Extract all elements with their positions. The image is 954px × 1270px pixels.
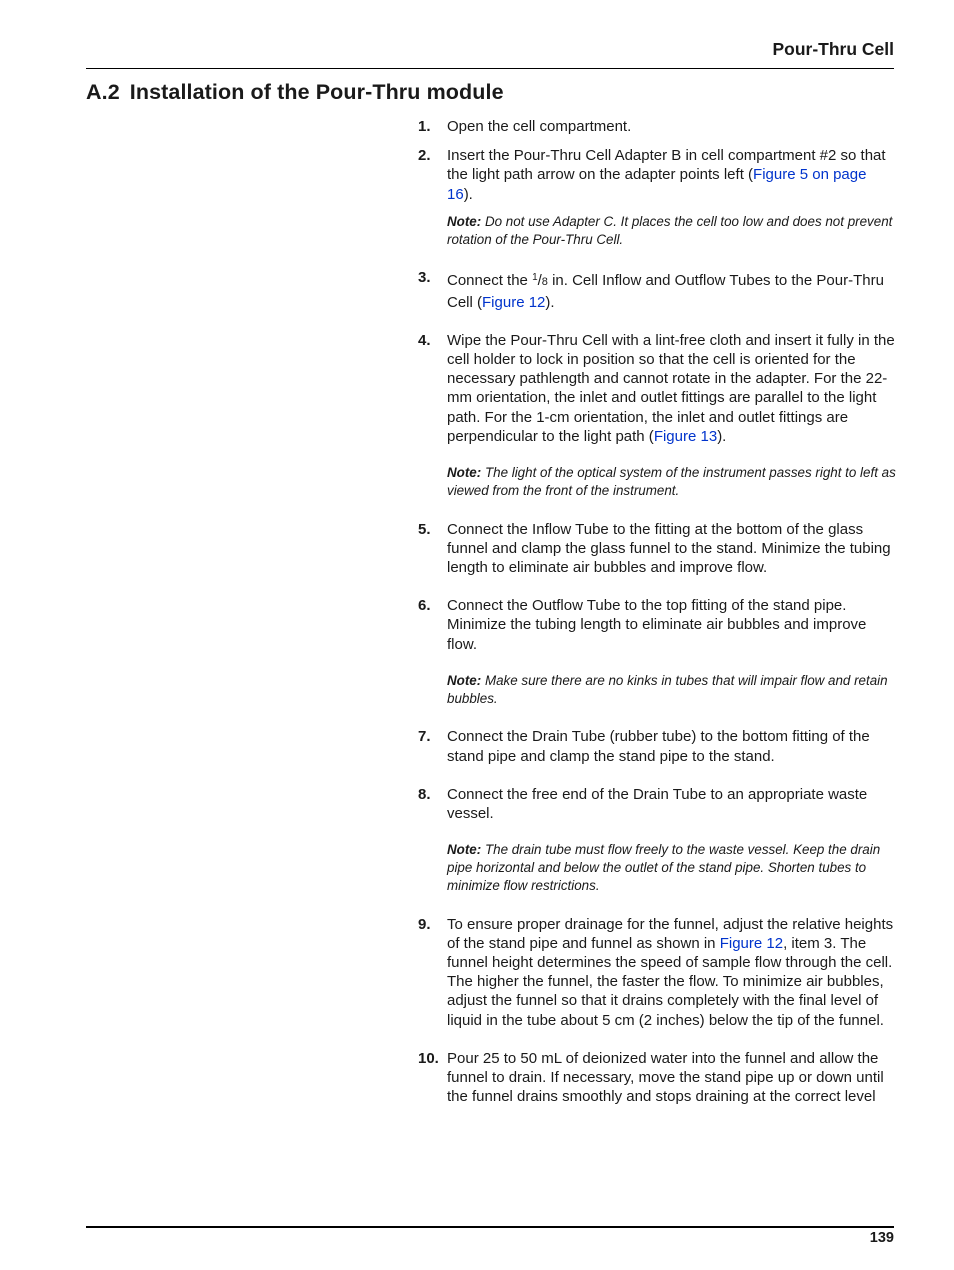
- note-text: The drain tube must flow freely to the waste vessel. Keep the drain pipe horizontal and below the outlet of the stand pipe. Shorten tubes to minimize flow restrictions.: [447, 842, 881, 893]
- step-text: Connect the Outflow Tube to the top fitting of the stand pipe. Minimize the tubing length to eliminate air bubbles and improve flow.: [447, 597, 867, 653]
- step-1: [418, 117, 896, 136]
- installation-steps: [418, 117, 896, 1106]
- note-label: Note:: [447, 465, 482, 481]
- section-title-text: Installation of the Pour-Thru module: [129, 80, 504, 104]
- note-label: Note:: [447, 842, 482, 858]
- note-text: Make sure there are no kinks in tubes that will impair flow and retain bubbles.: [447, 672, 888, 706]
- note-label: Note:: [447, 672, 482, 688]
- step-10: [418, 1049, 896, 1107]
- running-header: [86, 38, 894, 69]
- step-9: [418, 915, 896, 1030]
- step-7: [418, 727, 896, 765]
- figure-12-link[interactable]: Figure 12: [719, 934, 784, 952]
- step-text: Connect the free end of the Drain Tube to an appropriate waste vessel.: [447, 785, 868, 823]
- note-text: Do not use Adapter C. It places the cell too low and does not prevent rotation of the Pour-Thru Cell.: [447, 213, 893, 247]
- note-text: The light of the optical system of the instrument passes right to left as viewed from the front of the instrument.: [447, 465, 896, 498]
- step-text: Connect the Drain Tube (rubber tube) to the bottom fitting of the stand pipe and clamp the stand pipe to the stand.: [447, 728, 870, 765]
- step-number: 8.: [418, 785, 431, 803]
- figure-5-link[interactable]: Figure 5 on page 16: [447, 166, 867, 203]
- step-number: 6.: [418, 597, 431, 615]
- note: [447, 672, 896, 708]
- note: [447, 213, 896, 249]
- section-number: A.2: [86, 80, 120, 104]
- fraction-denominator: 8: [541, 276, 548, 289]
- note-label: Note:: [447, 213, 482, 229]
- figure-12-link[interactable]: Figure 12: [482, 293, 546, 311]
- step-6: [418, 596, 896, 707]
- step-number: 7.: [418, 728, 431, 746]
- section-title: [86, 80, 504, 105]
- step-text: To ensure proper drainage for the funnel, adjust the relative heights of the stand pipe and funnel as shown in Figure 12, item 3. The funnel height determines the speed of sample flow through the cell. The higher the funnel, the faster the flow. To minimize air bubbles, adjust the funnel so that it drains completely with the final level of liquid in the tube about 5 cm (2 inches) below the tip of the funnel.: [447, 915, 894, 1029]
- page-number: 139: [869, 1230, 894, 1246]
- running-header-title: Pour-Thru Cell: [772, 39, 894, 59]
- note: [447, 464, 896, 500]
- step-3: [418, 268, 896, 311]
- step-text: Pour 25 to 50 mL of deionized water into the funnel and allow the funnel to drain. If necessary, move the stand pipe up or down until the funnel drains smoothly and stops draining at the correct level: [447, 1049, 884, 1106]
- step-text: Open the cell compartment.: [447, 118, 632, 135]
- step-number: 3.: [418, 269, 431, 287]
- step-8: [418, 785, 896, 895]
- step-4: [418, 331, 896, 500]
- fraction-numerator: 1: [532, 272, 538, 284]
- step-text: Insert the Pour-Thru Cell Adapter B in cell compartment #2 so that the light path arrow on the adapter points left (Figure 5 on page 16).: [447, 147, 886, 203]
- step-number: 5.: [418, 520, 431, 538]
- step-number: 9.: [418, 915, 431, 933]
- step-2: [418, 146, 896, 248]
- step-text: Wipe the Pour-Thru Cell with a lint-free cloth and insert it fully in the cell holder to lock in position so that the cell is oriented for the necessary pathlength and cannot rotate in the adapter. For the 22-mm orientation, the inlet and outlet fittings are parallel to the light path. For the 1-cm orientation, the inlet and outlet fittings are perpendicular to the light path (Figure 13).: [447, 331, 895, 445]
- step-5: [418, 520, 896, 578]
- step-text: Connect the Inflow Tube to the fitting at the bottom of the glass funnel and clamp the glass funnel to the stand. Minimize the tubing length to eliminate air bubbles and improve flow.: [447, 520, 891, 577]
- step-number: 10.: [418, 1049, 439, 1067]
- step-number: 4.: [418, 331, 431, 349]
- step-number: 1.: [418, 118, 431, 135]
- step-number: 2.: [418, 147, 431, 165]
- figure-13-link[interactable]: Figure 13: [653, 427, 718, 445]
- step-text: Connect the $^1$/8 in. Cell Inflow and Outflow Tubes to the Pour-Thru Cell (Figure 12).: [447, 272, 884, 311]
- note: [447, 841, 896, 894]
- footer-rule: [86, 1226, 894, 1228]
